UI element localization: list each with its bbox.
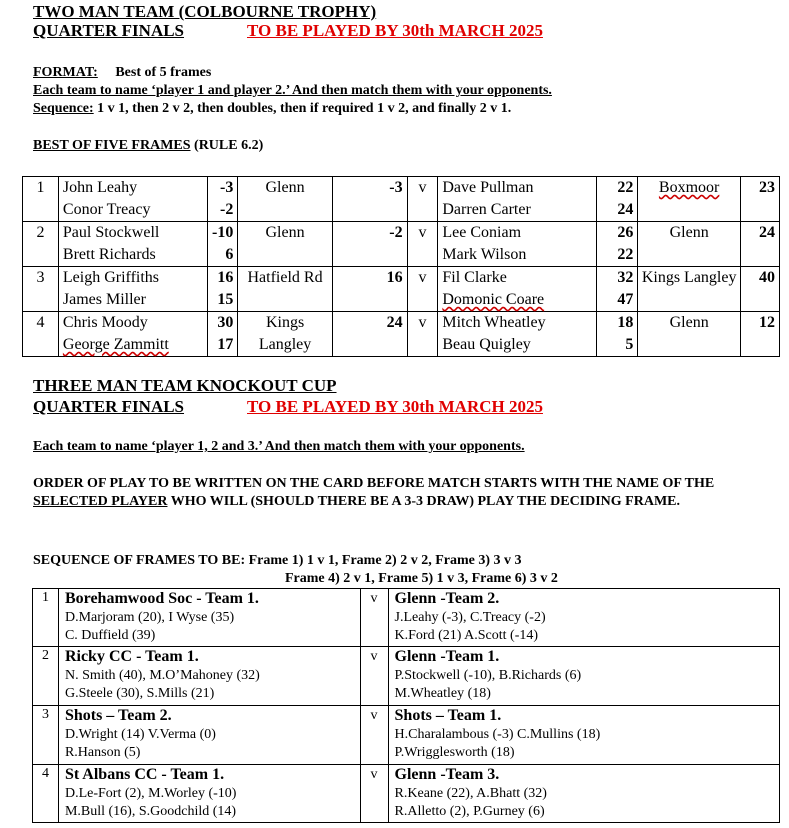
home-total: -2 [332,222,407,267]
home-total: 24 [332,312,407,357]
vs-label: v [360,647,388,706]
vs-label: v [360,589,388,647]
format-line [33,65,211,81]
three-man-round: QUARTER FINALS [33,397,185,416]
away-handicaps: 26 22 [597,222,638,267]
sequence-frames-line2: Frame 4) 2 v 1, Frame 5) 1 v 3, Frame 6) 3 v 2 [285,571,558,586]
home-players: Leigh Griffiths James Miller [58,267,207,312]
two-man-table [22,176,780,357]
away-players-line2: R.Alletto (2), P.Gurney (6) [394,804,545,819]
home-handicaps: 16 15 [207,267,238,312]
table-row [33,706,780,765]
away-total: 40 [740,267,779,312]
format-label: FORMAT: [33,65,98,80]
home-handicaps: -3 -2 [207,177,238,222]
table-row [33,647,780,706]
home-players-line2: M.Bull (16), S.Goodchild (14) [64,804,237,819]
vs-label: v [360,765,388,823]
vs-label: v [407,312,438,357]
away-players-line2: P.Wrigglesworth (18) [394,745,515,760]
three-man-instruction: Each team to name ‘player 1, 2 and 3.’ And then match them with your opponents. [33,439,525,454]
match-number: 1 [33,589,59,647]
away-club: Kings Langley [638,267,741,312]
home-players-line1: D.Marjoram (20), I Wyse (35) [64,610,235,625]
away-team: Glenn -Team 1. [394,648,500,665]
best-of-label: BEST OF FIVE FRAMES [33,138,191,153]
two-man-title: TWO MAN TEAM (COLBOURNE TROPHY) [33,2,377,21]
table-row [23,312,780,357]
three-man-table [32,588,780,823]
home-players: Paul Stockwell Brett Richards [58,222,207,267]
vs-label: v [407,222,438,267]
match-number: 4 [23,312,59,357]
sequence-line [33,101,511,117]
home-handicaps: 30 17 [207,312,238,357]
home-club: Glenn [238,177,332,222]
home-players: John Leahy Conor Treacy [58,177,207,222]
home-club: Glenn [238,222,332,267]
away-club: Glenn [638,222,741,267]
format-value: Best of 5 frames [115,65,212,80]
home-team-cell [58,589,360,647]
vs-label: v [407,267,438,312]
home-players-line2: C. Duffield (39) [64,628,156,643]
away-total: 12 [740,312,779,357]
away-players: Lee Coniam Mark Wilson [438,222,597,267]
away-total: 23 [740,177,779,222]
home-team: Borehamwood Soc - Team 1. [64,590,259,607]
away-club: Glenn [638,312,741,357]
away-team-cell [388,589,779,647]
away-club: Boxmoor [638,177,741,222]
best-of-rule: (RULE 6.2) [190,138,264,153]
home-club: Kings Langley [238,312,332,357]
two-man-round: QUARTER FINALS [33,21,185,40]
away-players: Fil Clarke Domonic Coare [438,267,597,312]
away-team-cell [388,647,779,706]
away-team: Glenn -Team 2. [394,590,500,607]
two-man-instruction: Each team to name ‘player 1 and player 2.’ And then match them with your opponents. [33,83,552,98]
away-handicaps: 18 5 [597,312,638,357]
home-team-cell [58,647,360,706]
home-players-line1: D.Le-Fort (2), M.Worley (-10) [64,786,237,801]
home-club: Hatfield Rd [238,267,332,312]
three-man-deadline: TO BE PLAYED BY 30th MARCH 2025 [247,397,543,416]
table-row [23,177,780,222]
away-team-cell [388,765,779,823]
away-players-line2: M.Wheatley (18) [394,686,491,701]
home-players-line1: D.Wright (14) V.Verma (0) [64,727,216,742]
table-row [23,222,780,267]
table-row [23,267,780,312]
away-team: Glenn -Team 3. [394,766,500,783]
away-total: 24 [740,222,779,267]
table-row [33,589,780,647]
match-number: 2 [33,647,59,706]
sequence-frames-line1: SEQUENCE OF FRAMES TO BE: Frame 1) 1 v 1, Frame 2) 2 v 2, Frame 3) 3 v 3 [33,553,522,568]
sequence-label: Sequence: [33,101,94,116]
home-team-cell [58,765,360,823]
home-total: -3 [332,177,407,222]
home-team: Shots – Team 2. [64,707,172,724]
away-players-line1: J.Leahy (-3), C.Treacy (-2) [394,610,546,625]
away-handicaps: 22 24 [597,177,638,222]
home-players: Chris Moody George Zammitt [58,312,207,357]
away-team-cell [388,706,779,765]
vs-label: v [407,177,438,222]
away-players-line2: K.Ford (21) A.Scott (-14) [394,628,539,643]
home-players-line2: G.Steele (30), S.Mills (21) [64,686,215,701]
order-of-play-note: ORDER OF PLAY TO BE WRITTEN ON THE CARD BEFORE MATCH STARTS WITH THE NAME OF THE SELECTED PLAYER WHO WILL (SHOULD THERE BE A 3-3 DRAW) PLAY THE DECIDING FRAME. [33,476,715,509]
match-number: 3 [23,267,59,312]
two-man-deadline: TO BE PLAYED BY 30th MARCH 2025 [247,21,543,40]
match-number: 1 [23,177,59,222]
three-man-title: THREE MAN TEAM KNOCKOUT CUP [33,376,337,395]
away-handicaps: 32 47 [597,267,638,312]
away-players-line1: P.Stockwell (-10), B.Richards (6) [394,668,582,683]
vs-label: v [360,706,388,765]
away-players: Dave Pullman Darren Carter [438,177,597,222]
match-number: 2 [23,222,59,267]
home-players-line1: N. Smith (40), M.O’Mahoney (32) [64,668,260,683]
away-players: Mitch Wheatley Beau Quigley [438,312,597,357]
home-players-line2: R.Hanson (5) [64,745,141,760]
match-number: 4 [33,765,59,823]
home-total: 16 [332,267,407,312]
home-team-cell [58,706,360,765]
match-number: 3 [33,706,59,765]
away-players-line1: R.Keane (22), A.Bhatt (32) [394,786,547,801]
away-team: Shots – Team 1. [394,707,502,724]
table-row [33,765,780,823]
best-of-line [33,138,263,154]
home-team: St Albans CC - Team 1. [64,766,225,783]
sequence-value: 1 v 1, then 2 v 2, then doubles, then if required 1 v 2, and finally 2 v 1. [93,101,512,116]
home-team: Ricky CC - Team 1. [64,648,199,665]
home-handicaps: -10 6 [207,222,238,267]
away-players-line1: H.Charalambous (-3) C.Mullins (18) [394,727,601,742]
